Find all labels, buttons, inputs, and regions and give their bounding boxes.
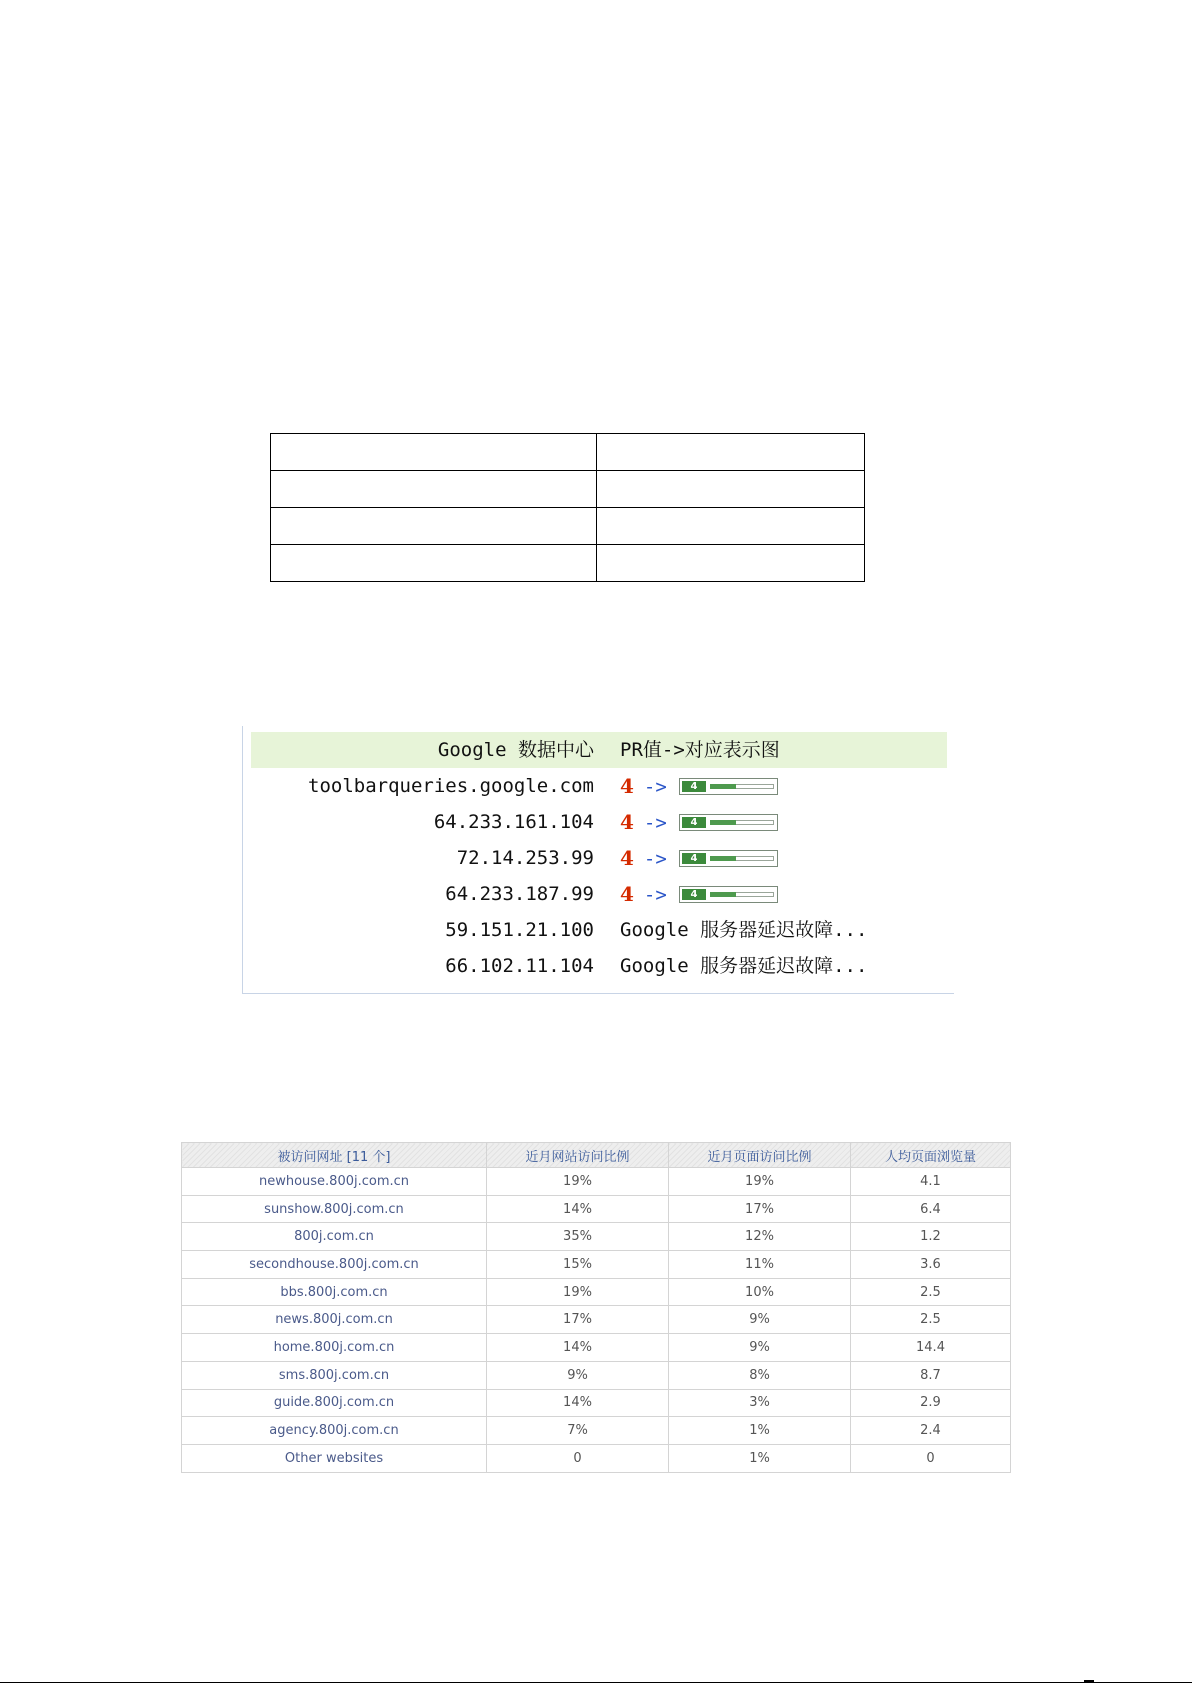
page-footer-mark bbox=[1084, 1680, 1094, 1682]
pagerank-number: 4 bbox=[620, 882, 634, 906]
empty-cell bbox=[597, 434, 865, 471]
site-visit-ratio: 14% bbox=[487, 1334, 669, 1362]
table-row bbox=[182, 1306, 1011, 1334]
visited-host: newhouse.800j.com.cn bbox=[182, 1168, 487, 1196]
page-visit-ratio: 1% bbox=[669, 1417, 851, 1445]
pageviews-per-user: 1.2 bbox=[851, 1223, 1011, 1251]
page-visit-ratio: 12% bbox=[669, 1223, 851, 1251]
empty-cell bbox=[271, 434, 597, 471]
empty-table bbox=[270, 433, 865, 582]
empty-cell bbox=[271, 545, 597, 582]
table-row bbox=[182, 1361, 1011, 1389]
pagerank-badge: 4 bbox=[682, 781, 706, 792]
pagerank-bar bbox=[679, 814, 778, 831]
pagerank-badge: 4 bbox=[682, 853, 706, 864]
site-visit-ratio: 0 bbox=[487, 1444, 669, 1472]
table-row bbox=[182, 1444, 1011, 1472]
datacenter-host: 72.14.253.99 bbox=[456, 847, 594, 869]
pagerank-bar-fill bbox=[710, 784, 736, 789]
pagerank-panel bbox=[242, 726, 954, 994]
header-site-visit-ratio: 近月网站访问比例 bbox=[487, 1143, 669, 1168]
datacenter-host: 66.102.11.104 bbox=[445, 955, 594, 977]
datacenter-host: toolbarqueries.google.com bbox=[308, 775, 594, 797]
site-visit-ratio: 35% bbox=[487, 1223, 669, 1251]
pagerank-header-value: PR值->对应表示图 bbox=[620, 739, 780, 761]
pagerank-number: 4 bbox=[620, 774, 634, 798]
pageviews-per-user: 14.4 bbox=[851, 1334, 1011, 1362]
pageviews-per-user: 6.4 bbox=[851, 1195, 1011, 1223]
pagerank-badge: 4 bbox=[682, 817, 706, 828]
site-visit-ratio: 19% bbox=[487, 1168, 669, 1196]
visited-host: 800j.com.cn bbox=[182, 1223, 487, 1251]
arrow-icon: -> bbox=[643, 848, 667, 870]
page-visit-ratio: 10% bbox=[669, 1278, 851, 1306]
header-visited-url: 被访问网址 [11 个] bbox=[182, 1143, 487, 1168]
pagerank-bar bbox=[679, 778, 778, 795]
pageviews-per-user: 2.9 bbox=[851, 1389, 1011, 1417]
pageviews-per-user: 4.1 bbox=[851, 1168, 1011, 1196]
pagerank-value bbox=[620, 804, 698, 840]
table-row bbox=[182, 1251, 1011, 1279]
pagerank-number: 4 bbox=[620, 810, 634, 834]
pageviews-per-user: 8.7 bbox=[851, 1361, 1011, 1389]
site-visit-ratio: 17% bbox=[487, 1306, 669, 1334]
table-row bbox=[182, 1389, 1011, 1417]
table-row bbox=[182, 1168, 1011, 1196]
visited-host: secondhouse.800j.com.cn bbox=[182, 1251, 487, 1279]
page-visit-ratio: 1% bbox=[669, 1444, 851, 1472]
header-page-visit-ratio: 近月页面访问比例 bbox=[669, 1143, 851, 1168]
pagerank-row bbox=[251, 840, 947, 876]
visited-host: agency.800j.com.cn bbox=[182, 1417, 487, 1445]
page-footer-rule bbox=[0, 1682, 1192, 1683]
pagerank-value bbox=[620, 840, 698, 876]
arrow-icon: -> bbox=[643, 812, 667, 834]
page-visit-ratio: 17% bbox=[669, 1195, 851, 1223]
pageviews-per-user: 2.5 bbox=[851, 1306, 1011, 1334]
pageviews-per-user: 3.6 bbox=[851, 1251, 1011, 1279]
site-visit-ratio: 19% bbox=[487, 1278, 669, 1306]
empty-cell bbox=[597, 471, 865, 508]
empty-table-row bbox=[271, 508, 865, 545]
table-row bbox=[182, 1195, 1011, 1223]
site-visit-ratio: 14% bbox=[487, 1389, 669, 1417]
pagerank-bar bbox=[679, 886, 778, 903]
site-visit-ratio: 9% bbox=[487, 1361, 669, 1389]
pagerank-row bbox=[251, 768, 947, 804]
pagerank-value bbox=[620, 768, 698, 804]
empty-cell bbox=[597, 508, 865, 545]
pageviews-per-user: 2.4 bbox=[851, 1417, 1011, 1445]
pagerank-header-host: Google 数据中心 bbox=[437, 739, 594, 761]
visited-host: news.800j.com.cn bbox=[182, 1306, 487, 1334]
pagerank-badge: 4 bbox=[682, 889, 706, 900]
empty-cell bbox=[597, 545, 865, 582]
site-visit-ratio: 15% bbox=[487, 1251, 669, 1279]
arrow-icon: -> bbox=[643, 884, 667, 906]
pagerank-number: 4 bbox=[620, 846, 634, 870]
site-visit-ratio: 14% bbox=[487, 1195, 669, 1223]
header-pageviews-per-user: 人均页面浏览量 bbox=[851, 1143, 1011, 1168]
pageviews-per-user: 0 bbox=[851, 1444, 1011, 1472]
table-row bbox=[182, 1417, 1011, 1445]
pagerank-row bbox=[251, 948, 947, 984]
table-row bbox=[182, 1334, 1011, 1362]
pagerank-value bbox=[620, 876, 698, 912]
visited-host: bbs.800j.com.cn bbox=[182, 1278, 487, 1306]
pageviews-per-user: 2.5 bbox=[851, 1278, 1011, 1306]
page-visit-ratio: 8% bbox=[669, 1361, 851, 1389]
visited-host: sms.800j.com.cn bbox=[182, 1361, 487, 1389]
datacenter-host: 64.233.187.99 bbox=[445, 883, 594, 905]
visited-host: guide.800j.com.cn bbox=[182, 1389, 487, 1417]
empty-cell bbox=[271, 508, 597, 545]
page-visit-ratio: 3% bbox=[669, 1389, 851, 1417]
table-row bbox=[182, 1278, 1011, 1306]
page-visit-ratio: 11% bbox=[669, 1251, 851, 1279]
server-delay-text: Google 服务器延迟故障... bbox=[620, 955, 868, 977]
pagerank-bar bbox=[679, 850, 778, 867]
page-visit-ratio: 9% bbox=[669, 1306, 851, 1334]
empty-table-row bbox=[271, 545, 865, 582]
pagerank-header bbox=[251, 732, 947, 768]
pagerank-row bbox=[251, 804, 947, 840]
datacenter-host: 64.233.161.104 bbox=[433, 811, 594, 833]
empty-table-row bbox=[271, 434, 865, 471]
visited-host: sunshow.800j.com.cn bbox=[182, 1195, 487, 1223]
visited-host: home.800j.com.cn bbox=[182, 1334, 487, 1362]
pagerank-bar-fill bbox=[710, 856, 736, 861]
server-delay-text: Google 服务器延迟故障... bbox=[620, 919, 868, 941]
page-visit-ratio: 9% bbox=[669, 1334, 851, 1362]
site-visit-ratio: 7% bbox=[487, 1417, 669, 1445]
empty-table-row bbox=[271, 471, 865, 508]
empty-cell bbox=[271, 471, 597, 508]
arrow-icon: -> bbox=[643, 776, 667, 798]
visited-host: Other websites bbox=[182, 1444, 487, 1472]
visit-stats-table bbox=[181, 1142, 1011, 1473]
page-visit-ratio: 19% bbox=[669, 1168, 851, 1196]
pagerank-row bbox=[251, 912, 947, 948]
pagerank-bar-fill bbox=[710, 892, 736, 897]
pagerank-bar-fill bbox=[710, 820, 736, 825]
pagerank-row bbox=[251, 876, 947, 912]
stats-header-row bbox=[182, 1143, 1011, 1168]
datacenter-host: 59.151.21.100 bbox=[445, 919, 594, 941]
table-row bbox=[182, 1223, 1011, 1251]
